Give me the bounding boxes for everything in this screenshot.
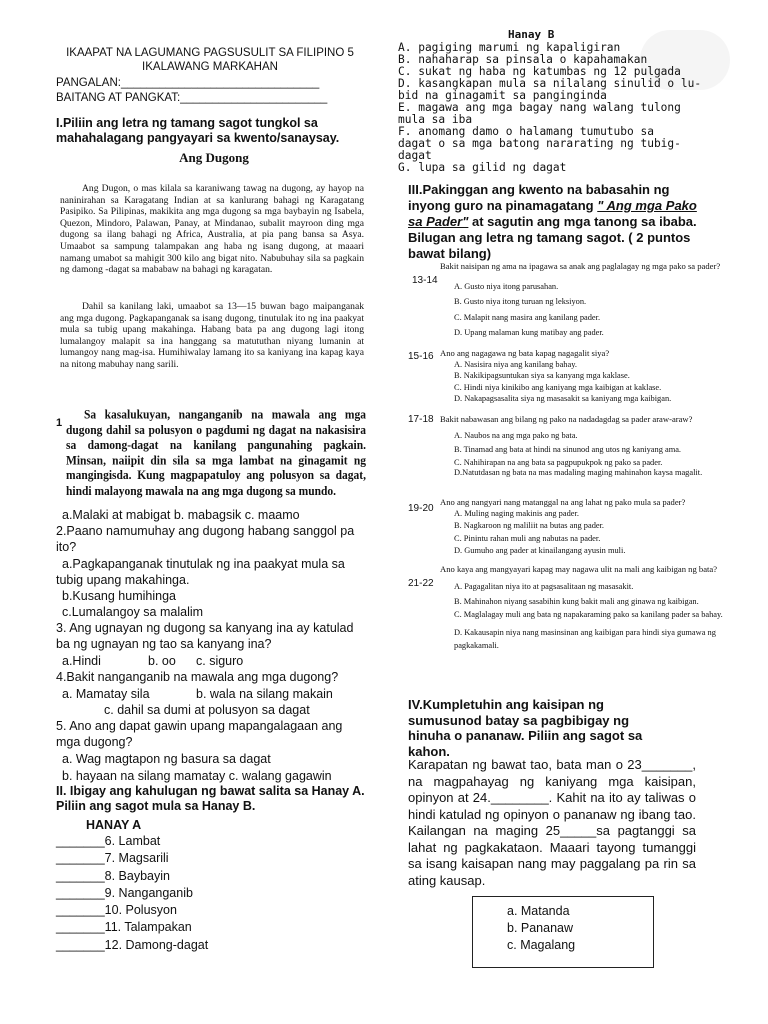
question-text: Ano ang nagagawa ng bata kapag nagagalit siya? <box>440 348 610 358</box>
hanay-a-item[interactable]: _______8. Baybayin <box>56 868 170 883</box>
answer-box <box>472 896 654 968</box>
question-text: Ano kaya ang mangyayari kapag may nagawa ulit na mali ang kaibigan ng bata? <box>440 564 718 574</box>
section2-instruction: II. Ibigay ang kahulugan ng bawat salita sa Hanay A. Piliin ang sagot mula sa Hanay B. <box>56 784 365 813</box>
q2-text: 2.Paano namumuhay ang dugong habang sanggol pa ito? <box>56 524 355 554</box>
hanay-b-item: A. pagiging marumi ng kapaligiran <box>398 41 621 54</box>
story-paragraph-2: Dahil sa kanilang laki, umaabot sa 13—15 buwan bago maipanganak ang mga dugong. Pagkapanganak sa isang dugong, tinutulak ito ng ina paakyat mula sa tubig upang makahinga. Habang bata pa ang dugong lagi itong lumalangoy malapit sa ina hanggang sa matututhan niyang lumanin at lumangoy nang mag-isa. Humihiwalay lamang ito sa kaniyang ina kapag kaya na nitong mabuhay nang sarili. <box>60 301 364 370</box>
q19-20-number: 19-20 <box>408 503 434 514</box>
section3-instruction <box>408 182 708 262</box>
test-title: IKAAPAT NA LAGUMANG PAGSUSULIT SA FILIPINO 5 <box>66 47 354 59</box>
choice[interactable]: C. Malapit nang masira ang kanilang pader. <box>454 312 601 322</box>
section4-paragraph: Karapatan ng bawat tao, bata man o 23_______, na magpahayag ng kaniyang mga kaisipan, opinyon at 24.________. Kahit na ito ay taliwas o hindi katulad ng opinyon o pananaw ng ibang tao. Kailangan na maging 25_____sa pagtanggi sa lahat ng pagkakataon. Maaari tayong tumanggi sa isang kaisapan nang may paggalang pa rin sa ating kausap. <box>408 757 696 888</box>
choice[interactable]: D. Gumuho ang pader at kinailangang ayusin muli. <box>454 546 626 556</box>
q1-choices: a.Malaki at mabigat b. mabagsik c. maamo <box>62 508 300 522</box>
choice[interactable]: D. Upang malaman kung matibay ang pader. <box>454 328 604 338</box>
hanay-a-list <box>56 833 208 954</box>
choice[interactable]: A. Muling naging makinis ang pader. <box>454 508 579 518</box>
q4-choice-a: a. Mamatay sila <box>62 687 150 701</box>
q15-16 <box>440 348 752 405</box>
answer-box-list <box>507 903 575 954</box>
hanay-b-title: Hanay B <box>508 28 555 41</box>
choice[interactable]: A. Naubos na ang mga pako ng bata. <box>454 430 578 440</box>
hanay-b-item: E. magawa ang mga bagay nang walang tulong <box>398 101 681 114</box>
q4-text: 4.Bakit nanganganib na mawala ang mga dugong? <box>56 670 339 684</box>
answer-option: a. Matanda <box>507 904 570 918</box>
hanay-b-item: G. lupa sa gilid ng dagat <box>398 161 567 174</box>
hanay-b-item: D. kasangkapan mula sa nilalang sinulid o lu- <box>398 77 702 90</box>
hanay-a-title: HANAY A <box>86 818 142 832</box>
hanay-b-item: F. anomang damo o halamang tumutubo sa <box>398 125 654 138</box>
quarter-title: IKALAWANG MARKAHAN <box>142 61 278 73</box>
q2-choice-a: a.Pagkapanganak tinutulak ng ina paakyat mula sa tubig upang makahinga. <box>56 557 345 587</box>
hanay-a-item[interactable]: _______10. Polusyon <box>56 903 177 918</box>
q15-16-number: 15-16 <box>408 351 434 362</box>
hanay-b-item: mula sa iba <box>398 113 473 126</box>
choice[interactable]: C. Nahihirapan na ang bata sa pagpupukpok ng pako sa pader. <box>454 457 663 467</box>
section3-instruction-b: at sagutin ang mga tanong sa ibaba. Bilugan ang letra ng tamang sagot. ( 2 puntos bawat bilang) <box>408 214 697 261</box>
choice[interactable]: C. Pinintu rahan muli ang nabutas na pader. <box>454 533 601 543</box>
q3-choice-a: a.Hindi <box>62 654 101 668</box>
choice[interactable]: C. Maglalagay muli ang bata ng napakaraming pako sa kanilang pader sa bahay. <box>454 609 723 619</box>
section4-instruction: IV.Kumpletuhin ang kaisipan ng sumusunod batay sa pagbibigay ng hinuha o pananaw. Piliin ang sagot sa kahon. <box>408 697 643 759</box>
q4-choice-b: b. wala na silang makain <box>196 687 333 701</box>
grade-field[interactable]: BAITANG AT PANGKAT:_______________________ <box>56 92 328 104</box>
question-1-number: 1 <box>56 417 63 429</box>
q17-18-number: 17-18 <box>408 414 434 425</box>
hanay-b-item: B. nahaharap sa pinsala o kapahamakan <box>398 53 648 66</box>
q17-18 <box>440 414 752 478</box>
choice[interactable]: A. Nasisira niya ang kanilang bahay. <box>454 359 577 369</box>
story-paragraph-1: Ang Dugon, o mas kilala sa karaniwang tawag na dugong, ay hayop na naninirahan sa Karagatang Indian at sa kanlurang bahagi ng Karagatang Pasipiko. Sa Pilipinas, makikita ang mga dugong sa mga baybayin ng Isabela, Quezon, Mindoro, Palawan, Panay, at Mindanao, subalit mayroon ding mga dugong sa ilang bahagi ng Africa, Australia, at pia pang bansa sa Asya. Umaabot sa sampung talampakan ang haba ng isang dugong, at maaari namang umabot sa mahigit 300 kilo ang bigat nito. Nabubuhay sila sa pagkain ng damong -dagat sa mababaw na bahagi ng karagatan. <box>60 183 364 276</box>
q5-text: 5. Ano ang dapat gawin upang mapangalagaan ang mga dugong? <box>56 719 343 749</box>
hanay-b-item: bid na ginagamit sa panginginda <box>398 89 607 102</box>
choice[interactable]: B. Mahinahon niyang sasabihin kung bakit mali ang ginawa ng kaibigan. <box>454 596 699 606</box>
q4-choice-c: c. dahil sa dumi at polusyon sa dagat <box>104 703 310 717</box>
q3-choice-b: b. oo <box>148 654 176 668</box>
q3-choice-c: c. siguro <box>196 654 244 668</box>
q2-choice-b: b.Kusang humihinga <box>62 589 176 603</box>
hanay-b-item: C. sukat ng haba ng katumbas ng 12 pulgada <box>398 65 681 78</box>
q3-text: 3. Ang ugnayan ng dugong sa kanyang ina ay katulad ba ng ugnayan ng tao sa kanyang ina? <box>56 621 354 651</box>
choice[interactable]: D. Nakapagsasalita siya ng masasakit sa kaniyang mga kaibigan. <box>454 394 672 404</box>
answer-option: b. Pananaw <box>507 921 574 935</box>
question-text: Ano ang nangyari nang matanggal na ang lahat ng pako mula sa pader? <box>440 497 686 507</box>
hanay-b-item: dagat o sa mga batong nararating ng tubig- <box>398 137 681 150</box>
choice[interactable]: D. Kakausapin niya nang masinsinan ang kaibigan para hindi siya gumawa ng pagkakamali. <box>454 627 716 650</box>
hanay-a-item[interactable]: _______7. Magsarili <box>56 851 169 866</box>
section3-story-title: " Ang mga Pako sa Pader" <box>408 198 697 229</box>
story-title: Ang Dugong <box>179 150 249 165</box>
choice[interactable]: B. Nagkaroon ng maliliit na butas ang pader. <box>454 521 605 531</box>
name-field[interactable]: PANGALAN:_______________________________ <box>56 77 320 89</box>
hanay-a-item[interactable]: _______11. Talampakan <box>56 920 192 935</box>
choice[interactable]: D.Natutdasan ng bata na mas madaling maging mahinahon kaysa magalit. <box>454 467 703 477</box>
section3-instruction-a: III.Pakinggan ang kwento na babasahin ng inyong guro na pinamagatang <box>408 182 670 213</box>
question-text: Bakit nabawasan ang bilang ng pako na nadadagdag sa pader araw-araw? <box>440 414 693 424</box>
hanay-a-item[interactable]: _______6. Lambat <box>56 834 161 848</box>
q5-choice-bc: b. hayaan na silang mamatay c. walang gagawin <box>62 769 332 783</box>
hanay-b-list <box>398 42 738 174</box>
choice[interactable]: B. Tinamad ang bata at hindi na sinunod ang utos ng kaniyang ama. <box>454 444 682 454</box>
hanay-a-item[interactable]: _______9. Nanganganib <box>56 885 193 900</box>
hanay-b-item: dagat <box>398 149 432 162</box>
choice[interactable]: A. Pagagalitan niya ito at pagsasalitaan ng masasakit. <box>454 581 634 591</box>
question-text: Bakit naisipan ng ama na ipagawa sa anak ang paglalagay ng mga pako sa pader? <box>440 261 721 271</box>
section1-instruction: I.Piliin ang letra ng tamang sagot tungkol sa mahahalagang pangyayari sa kwento/sanaysay. <box>56 116 340 145</box>
q5-choice-a: a. Wag magtapon ng basura sa dagat <box>62 752 271 766</box>
q21-22 <box>440 564 754 652</box>
story-paragraph-3: Sa kasalukuyan, nanganganib na mawala ang mga dugong dahil sa polusyon o pagdumi ng dagat na nakasisira sa damong-dagat na kanilang pangunahing pagkain. Minsan, naiipit din sila sa mga lambat na ginagamit ng mangingisda. Kung magpapatuloy ang polusyon sa dagat, hindi malayong mawala na ang mga dugong sa mundo. <box>66 408 366 498</box>
q21-22-number: 21-22 <box>408 578 434 589</box>
choice[interactable]: B. Gusto niya itong turuan ng leksiyon. <box>454 297 587 307</box>
answer-option: c. Magalang <box>507 938 576 952</box>
choice[interactable]: A. Gusto niya itong parusahan. <box>454 281 559 291</box>
q13-14 <box>440 261 752 341</box>
hanay-a-item[interactable]: _______12. Damong-dagat <box>56 937 209 952</box>
choice[interactable]: B. Nakikipagsuntukan siya sa kanyang mga kaklase. <box>454 371 630 381</box>
q2-choice-c: c.Lumalangoy sa malalim <box>62 605 204 619</box>
q19-20 <box>440 497 752 558</box>
q13-14-number: 13-14 <box>412 275 438 286</box>
choice[interactable]: C. Hindi niya kinikibo ang kaniyang mga kaibigan at kaklase. <box>454 382 662 392</box>
